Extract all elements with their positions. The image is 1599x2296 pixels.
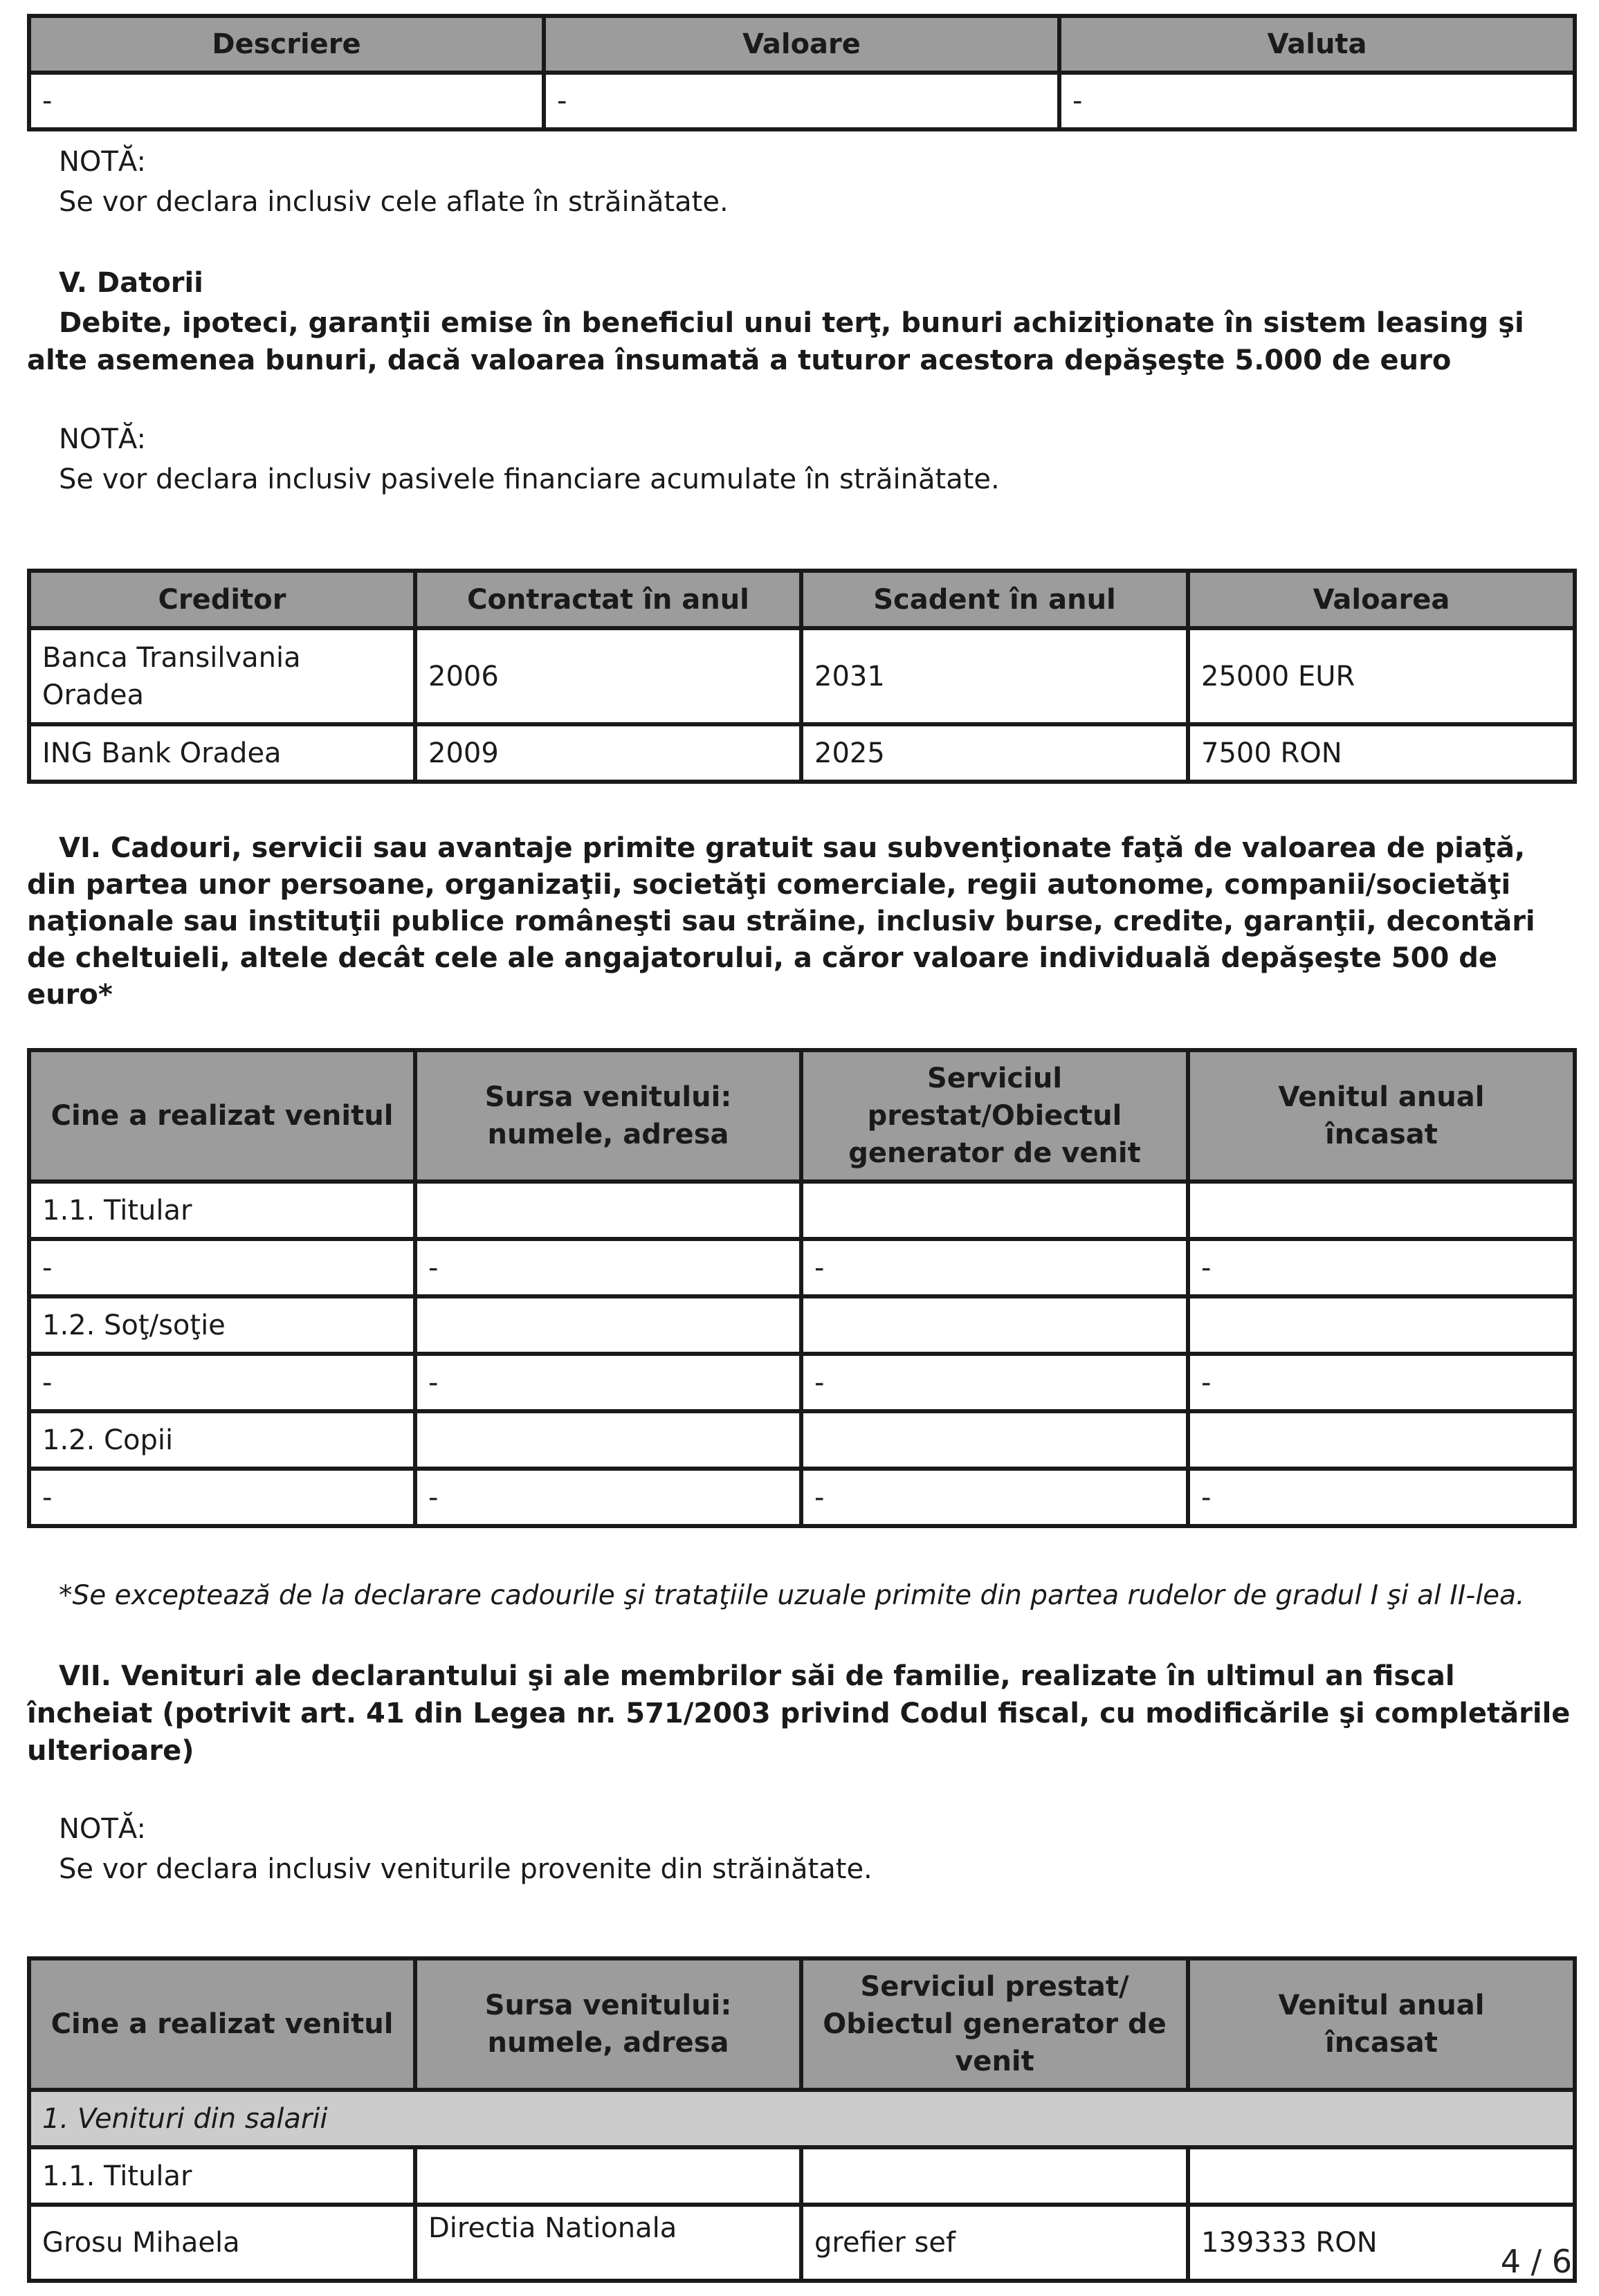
table-row (29, 1239, 1575, 1296)
table-cell: 2009 (415, 724, 801, 782)
table-cell: - (1188, 1354, 1575, 1411)
header-cine: Cine a realizat venitul (29, 1958, 415, 2090)
table-cell: 1.1. Titular (29, 2147, 415, 2205)
table-cell: - (801, 1469, 1188, 1526)
table-cell: - (415, 1239, 801, 1296)
header-serviciul: Serviciul prestat/ Obiectul generator de venit (801, 1958, 1188, 2090)
table-row (29, 1354, 1575, 1411)
header-valoare: Valoare (544, 16, 1059, 73)
table-cell: 1.1. Titular (29, 1182, 415, 1239)
table-cell (1188, 1296, 1575, 1354)
section-title: V. Datorii (59, 267, 203, 299)
header-venitul: Venitul anual încasat (1188, 1958, 1575, 2090)
table-cell (415, 1296, 801, 1354)
table-cell: grefier sef (801, 2205, 1188, 2281)
table-cell (801, 1296, 1188, 1354)
section-title: VII. Venituri ale declarantului şi ale membrilor săi de familie, realizate în ultimul an fiscal încheiat (potrivit art. 41 din Legea nr. 571/2003 privind Codul fiscal, cu modificările şi completările ulterioare) (27, 1660, 1571, 1767)
assets-table (27, 14, 1577, 131)
table-cell (801, 1411, 1188, 1469)
table-cell: - (415, 1354, 801, 1411)
section-title: VI. Cadouri, servicii sau avantaje primite gratuit sau subvenţionate faţă de valoarea de piaţă, din partea unor persoane, organizaţii, societăţi comerciale, regii autonome, companii/societăţi naţionale sau instituţii publice româneşti sau străine, inclusiv burse, credite, garanţii, decontări de cheltuieli, altele decât cele ale angajatorului, a căror valoare individuală depăşeşte 500 de euro* (27, 832, 1535, 1011)
header-contractat: Contractat în anul (415, 571, 801, 628)
note-label: NOTĂ: (59, 1813, 146, 1845)
note-text: Se vor declara inclusiv cele aflate în străinătate. (59, 186, 729, 218)
table-cell (1188, 1411, 1575, 1469)
table-row (29, 2205, 1575, 2281)
table-cell (1188, 2147, 1575, 2205)
table-cell: 7500 RON (1188, 724, 1575, 782)
table-cell: - (544, 73, 1059, 129)
table-row (29, 1182, 1575, 1239)
header-scadent: Scadent în anul (801, 571, 1188, 628)
table-row (29, 1411, 1575, 1469)
table-cell: ING Bank Oradea (29, 724, 415, 782)
table-cell: Banca Transilvania Oradea (29, 628, 415, 724)
gifts-table (27, 1048, 1577, 1528)
section-description: Debite, ipoteci, garanţii emise în beneficiul unui terţ, bunuri achiziţionate în sistem leasing şi alte asemenea bunuri, dacă valoarea însumată a tuturor acestora depăşeşte 5.000 de euro (27, 307, 1524, 376)
header-sursa: Sursa venitului: numele, adresa (415, 1958, 801, 2090)
table-cell (1188, 1182, 1575, 1239)
table-row (29, 73, 1575, 129)
table-row (29, 628, 1575, 724)
table-cell (801, 1182, 1188, 1239)
header-serviciul: Serviciul prestat/Obiectul generator de venit (801, 1050, 1188, 1182)
table-cell: - (1059, 73, 1575, 129)
table-cell (415, 1411, 801, 1469)
table-cell (415, 2147, 801, 2205)
table-cell: 2025 (801, 724, 1188, 782)
table-subheader-row (29, 2090, 1575, 2147)
table-cell: 2031 (801, 628, 1188, 724)
income-table (27, 1956, 1577, 2283)
note-label: NOTĂ: (59, 146, 146, 178)
table-cell: - (1188, 1469, 1575, 1526)
table-cell: Grosu Mihaela (29, 2205, 415, 2281)
subheader-salarii: 1. Venituri din salarii (29, 2090, 1575, 2147)
table-row (29, 2147, 1575, 2205)
header-valuta: Valuta (1059, 16, 1575, 73)
header-creditor: Creditor (29, 571, 415, 628)
table-cell: Directia Nationala (415, 2205, 801, 2281)
table-cell (415, 1182, 801, 1239)
note-text: Se vor declara inclusiv pasivele financiare acumulate în străinătate. (59, 463, 1000, 495)
table-cell: - (801, 1239, 1188, 1296)
table-cell: 1.2. Copii (29, 1411, 415, 1469)
table-cell: - (29, 1469, 415, 1526)
table-cell: 1.2. Soţ/soţie (29, 1296, 415, 1354)
table-cell: 139333 RON (1188, 2205, 1575, 2281)
table-cell: - (29, 1239, 415, 1296)
table-row (29, 724, 1575, 782)
debts-table (27, 569, 1577, 784)
header-valoarea: Valoarea (1188, 571, 1575, 628)
header-descriere: Descriere (29, 16, 544, 73)
table-cell: - (29, 73, 544, 129)
footnote: *Se exceptează de la declarare cadourile şi trataţiile uzuale primite din partea rudelor de gradul I şi al II-lea. (59, 1580, 1525, 1611)
table-cell: - (1188, 1239, 1575, 1296)
table-row (29, 1296, 1575, 1354)
note-label: NOTĂ: (59, 423, 146, 455)
header-venitul: Venitul anual încasat (1188, 1050, 1575, 1182)
header-sursa: Sursa venitului: numele, adresa (415, 1050, 801, 1182)
table-row (29, 1469, 1575, 1526)
table-cell: - (801, 1354, 1188, 1411)
table-cell: 2006 (415, 628, 801, 724)
table-cell: - (29, 1354, 415, 1411)
note-text: Se vor declara inclusiv veniturile provenite din străinătate. (59, 1853, 872, 1885)
table-cell (801, 2147, 1188, 2205)
header-cine: Cine a realizat venitul (29, 1050, 415, 1182)
table-cell: - (415, 1469, 801, 1526)
table-cell: 25000 EUR (1188, 628, 1575, 724)
page-number: 4 / 6 (1500, 2243, 1572, 2280)
